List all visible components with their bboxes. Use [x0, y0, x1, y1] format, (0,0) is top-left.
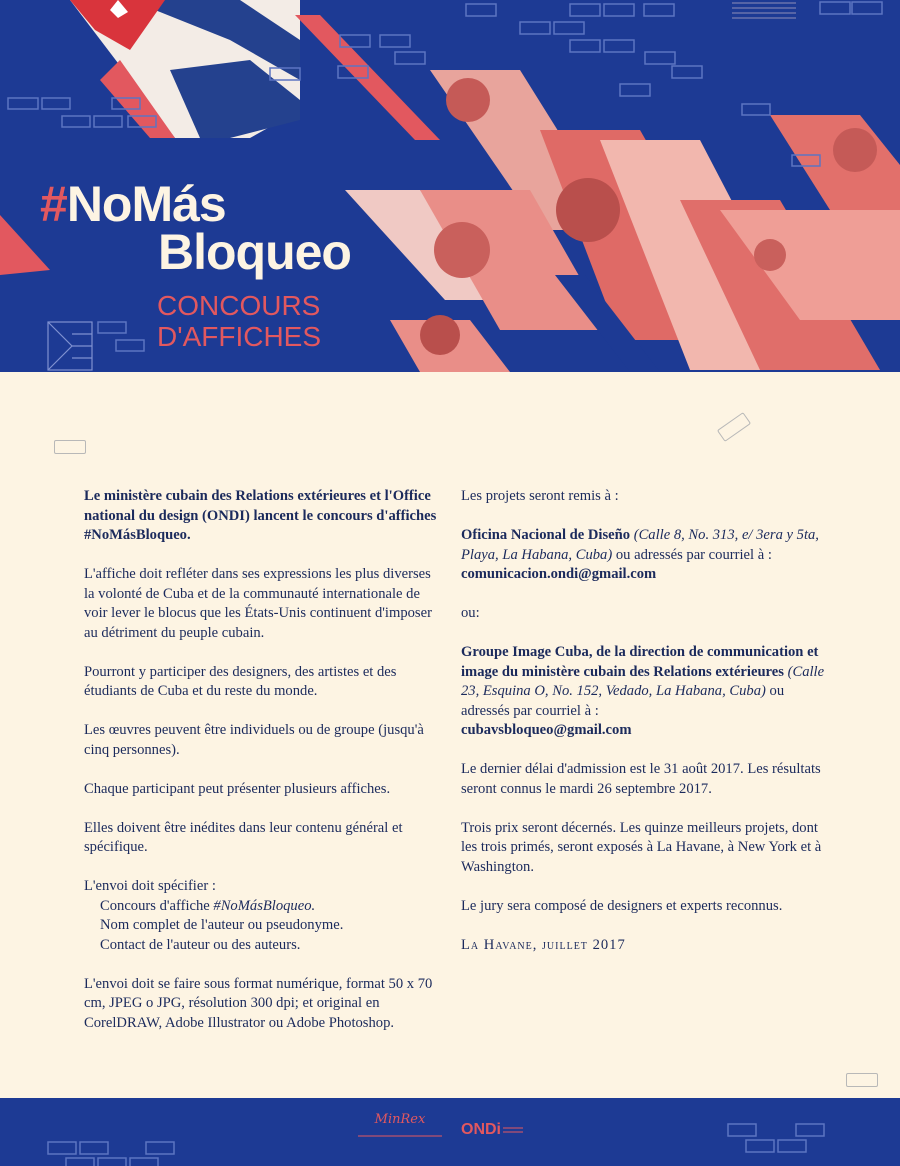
ondi-address: (Calle 8, No. 313, e/ 3era y 5ta, Playa, La Habana, Cuba)	[461, 527, 819, 563]
subtitle-line-1: CONCOURS	[157, 290, 321, 321]
stripes-pattern	[732, 3, 796, 18]
cuban-flag-image	[70, 0, 300, 138]
ondi-name: Oficina Nacional de Diseño	[461, 527, 631, 543]
envoi-heading: L'envoi doit spécifier :	[84, 878, 216, 894]
envoi-item-3: Contact de l'auteur ou des auteurs.	[100, 936, 301, 953]
left-column	[84, 487, 444, 1053]
or-separator: ou:	[461, 605, 480, 621]
deadline-paragraph: Le dernier délai d'admission est le 31 août 2017. Les résultats seront connus le mardi 26 septembre 2017.	[461, 761, 821, 797]
groupe-email-link[interactable]: cubavsbloqueo@gmail.com	[461, 722, 632, 738]
paragraph-multiple: Chaque participant peut présenter plusieurs affiches.	[84, 780, 391, 797]
envoi-item-2: Nom complet de l'auteur ou pseudonyme.	[100, 917, 344, 933]
intro-paragraph: Le ministère cubain des Relations extérieures et l'Office national du design (ONDI) lancent le concours d'affiches #NoMásBloqueo.	[84, 488, 437, 543]
decor-box	[846, 1073, 878, 1087]
ondi-logo: ONDi	[461, 1121, 501, 1138]
envoi-block	[84, 877, 444, 955]
title-line-2: Bloqueo	[158, 224, 351, 280]
paragraph-format: L'envoi doit se faire sous format numérique, format 50 x 70 cm, JPEG o JPG, résolution 300 dpi; et original en CorelDRAW, Adobe Illustrator ou Adobe Photoshop.	[84, 975, 433, 1031]
campaign-title	[40, 176, 351, 280]
ondi-contact	[461, 526, 831, 585]
flag-outline-icon	[48, 322, 92, 370]
footer-banner	[0, 1098, 900, 1166]
people-photo-collage	[390, 70, 900, 372]
paragraph-participants: Pourront y participer des designers, des artistes et des étudiants de Cuba et du reste du monde.	[84, 663, 397, 699]
submission-intro: Les projets seront remis à :	[461, 488, 619, 504]
contest-subtitle	[157, 290, 321, 352]
paragraph-group: Les œuvres peuvent être individuels ou de groupe (jusqu'à cinq personnes).	[84, 722, 424, 758]
groupe-address: (Calle 23, Esquina O, No. 152, Vedado, La Habana, Cuba)	[461, 663, 825, 699]
groupe-contact	[461, 643, 831, 741]
groupe-mail-text: ou adressés par courriel à :	[461, 683, 785, 719]
groupe-name: Groupe Image Cuba, de la direction de communication et image du ministère cubain des Relations extérieures	[461, 644, 819, 680]
minrex-logo: MinRex	[374, 1112, 426, 1127]
decor-box	[54, 440, 86, 454]
envoi-item-1-hashtag: #NoMásBloqueo.	[213, 897, 316, 914]
prizes-paragraph: Trois prix seront décernés. Les quinze meilleurs projets, dont les trois primés, seront exposés à La Havane, à New York et à Washington.	[461, 819, 822, 875]
ondi-mail-text: ou adressés par courriel à :	[615, 546, 772, 563]
header-banner	[0, 0, 900, 372]
footer-decor	[0, 1098, 900, 1166]
envoi-item-1-text: Concours d'affiche	[100, 897, 214, 914]
jury-paragraph: Le jury sera composé de designers et experts reconnus.	[461, 897, 783, 914]
dateline: La Havane, juillet 2017	[461, 936, 626, 953]
ondi-email-link[interactable]: comunicacion.ondi@gmail.com	[461, 566, 657, 582]
hashtag-symbol: #	[40, 176, 67, 232]
envoi-item-1	[84, 898, 315, 914]
decor-box	[717, 412, 751, 442]
right-column	[461, 487, 831, 975]
paragraph-objective: L'affiche doit refléter dans ses expressions les plus diverses la volonté de Cuba et de la communauté internationale de voir lever le blocus que les États-Unis continuent d'imposer au détriment du peuple cubain.	[84, 566, 432, 641]
paragraph-unpublished: Elles doivent être inédites dans leur contenu général et spécifique.	[84, 819, 403, 855]
subtitle-line-2: D'AFFICHES	[157, 321, 322, 352]
title-line-1: NoMás	[66, 176, 226, 232]
